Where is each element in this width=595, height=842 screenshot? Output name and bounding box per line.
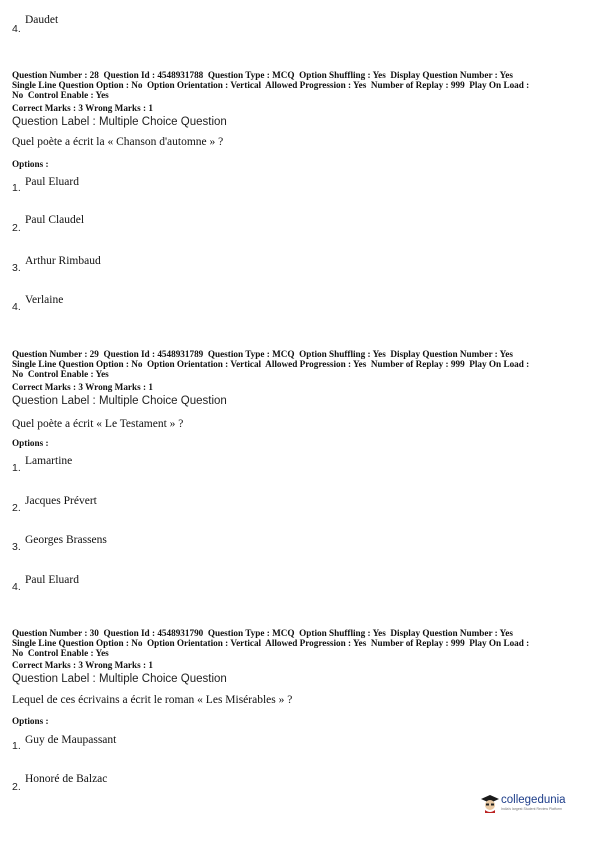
collegedunia-logo — [480, 793, 570, 815]
option-number: 2. — [12, 781, 21, 793]
question-label: Question Label : Multiple Choice Question — [12, 116, 227, 128]
question-text: Lequel de ces écrivains a écrit le roman « Les Misérables » ? — [12, 694, 293, 706]
question-label: Question Label : Multiple Choice Question — [12, 673, 227, 685]
options-heading: Options : — [12, 438, 49, 448]
question-text: Quel poète a écrit la « Chanson d'automne » ? — [12, 136, 224, 148]
option-number: 4. — [12, 581, 21, 593]
logo-name: collegedunia — [501, 794, 566, 806]
graduation-cap-mascot-icon — [480, 793, 500, 813]
options-heading: Options : — [12, 716, 49, 726]
option-number: 3. — [12, 541, 21, 553]
question-text: Quel poète a écrit « Le Testament » ? — [12, 418, 184, 430]
option-number: 3. — [12, 262, 21, 274]
question-meta: Question Number : 28 Question Id : 4548931788 Question Type : MCQ Option Shuffling : Yes Display Question Number : Yes Single Line Question Option : No Option Orientation : Vertical Allowed Progression : Yes Number of Replay : 999 Play On Load : No Control Enable : Yes — [12, 70, 530, 100]
option-text: Lamartine — [25, 455, 73, 467]
option-text: Paul Eluard — [25, 574, 79, 586]
question-marks: Correct Marks : 3 Wrong Marks : 1 — [12, 103, 153, 113]
option-text: Honoré de Balzac — [25, 773, 108, 785]
option-number: 4. — [12, 301, 21, 313]
option-text: Arthur Rimbaud — [25, 255, 101, 267]
question-marks: Correct Marks : 3 Wrong Marks : 1 — [12, 382, 153, 392]
option-text: Paul Claudel — [25, 214, 85, 226]
option-number: 2. — [12, 222, 21, 234]
option-number: 1. — [12, 740, 21, 752]
question-marks: Correct Marks : 3 Wrong Marks : 1 — [12, 660, 153, 670]
question-label: Question Label : Multiple Choice Question — [12, 395, 227, 407]
option-text: Verlaine — [25, 294, 64, 306]
option-text: Guy de Maupassant — [25, 734, 117, 746]
option-number: 2. — [12, 502, 21, 514]
logo-tagline: India's largest Student Review Platform — [501, 807, 562, 811]
question-meta: Question Number : 30 Question Id : 4548931790 Question Type : MCQ Option Shuffling : Yes Display Question Number : Yes Single Line Question Option : No Option Orientation : Vertical Allowed Progression : Yes Number of Replay : 999 Play On Load : No Control Enable : Yes — [12, 628, 530, 658]
options-heading: Options : — [12, 159, 49, 169]
option-text: Georges Brassens — [25, 534, 107, 546]
question-meta: Question Number : 29 Question Id : 4548931789 Question Type : MCQ Option Shuffling : Yes Display Question Number : Yes Single Line Question Option : No Option Orientation : Vertical Allowed Progression : Yes Number of Replay : 999 Play On Load : No Control Enable : Yes — [12, 349, 530, 379]
option-number: 1. — [12, 462, 21, 474]
option-text: Jacques Prévert — [25, 495, 97, 507]
option-text: Paul Eluard — [25, 176, 79, 188]
option-number: 1. — [12, 182, 21, 194]
option-number: 4. — [12, 23, 21, 35]
option-text: Daudet — [25, 14, 59, 26]
